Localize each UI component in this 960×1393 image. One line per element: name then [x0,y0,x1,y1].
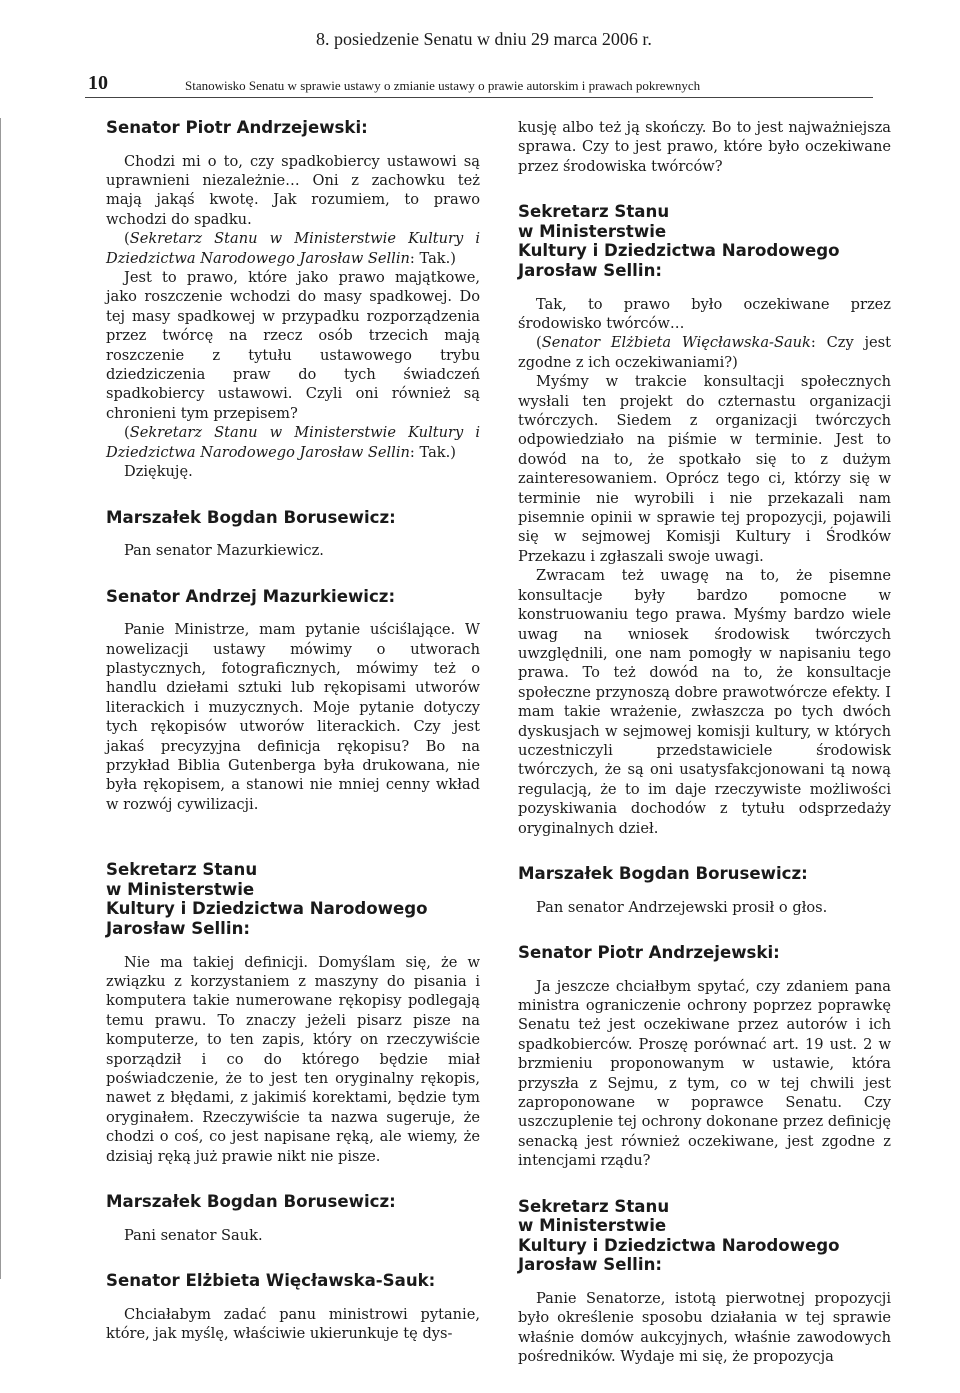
header-rule [85,97,873,98]
session-title: 8. posiedzenie Senatu w dniu 29 marca 2006 r. [316,29,652,49]
speech-paragraph: Tak, to prawo było oczekiwane przez środowisko twórców… [518,295,891,332]
speech-paragraph: Zwracam też uwagę na to, że pisemne konsultacje były bardzo pomocne w konstruowaniu tego prawa. Myśmy bardzo wiele uwag na wniosek środowisk twórczych uwzględnili, one nam pomogły w napisaniu tego prawa. To też dowód na to, że konsultacje społeczne przynoszą dobre prawotwórcze efekty. I mam takie wrażenie, zwłaszcza po tych dwóch dyskusjach w sejmowej komisji kultury, w których uczestniczyli przedstawiciele środowisk twórczych, że są oni usatysfakcjonowani tą nową regulacją, że to im daje rzeczywiste możliwości pozyskiwania dochodów z tytułu odsprzedaży oryginalnych dzieł. [518,567,891,837]
speech-paragraph: Chodzi mi o to, czy spadkobiercy ustawowi są uprawnieni niezależnie… Oni z zachowku też mają jakąś kwotę. Jak rozumiem, to prawo wchodzi do spadku. [106,152,480,228]
page-edge-line [0,118,1,1279]
speech-block [106,118,480,482]
speaker-name: Marszałek Bogdan Borusewicz: [106,1192,396,1211]
page-number: 10 [88,72,108,94]
speaker-name: Senator Elżbieta Więcławska-Sauk: [106,1271,436,1290]
speech-continuation [518,118,891,176]
speech-block [106,1271,480,1343]
speaker-name: Senator Piotr Andrzejewski: [518,942,780,962]
speech-block [518,943,891,1171]
speech-block [518,1197,891,1367]
interjection: (Sekretarz Stanu w Ministerstwie Kultury i Dziedzictwa Narodowego Jarosław Sellin: Tak.) [106,424,480,461]
speech-paragraph: Pani senator Sauk. [124,1226,263,1244]
speech-block [106,508,480,561]
speaker-name: Sekretarz Stanu w Ministerstwie Kultury i Dziedzictwa Narodowego Jarosław Sellin: [518,202,840,280]
speech-paragraph: Panie Senatorze, istotą pierwotnej propozycji było określenie sposobu działania w tej sprawie właśnie domów aukcyjnych, właśnie zawodowych pośredników. Wydaje mi się, że propozycja [518,1290,891,1366]
left-column [88,118,480,1369]
speech-paragraph: kusję albo też ją skończy. Bo to jest najważniejsza sprawa. Czy to jest prawo, które było oczekiwane przez środowiska twórców? [518,119,891,175]
speech-paragraph: Pan senator Mazurkiewicz. [124,542,324,560]
speech-paragraph: Ja jeszcze chciałbym spytać, czy zdaniem pana ministra ograniczenie ochrony poprzez poprawkę Senatu też jest oczekiwane przez autorów i ich spadkobierców. Proszę porównać art. 19 ust. 2 w brzmieniu proponowanym w ustawie, która przyszła z Sejmu, z tym, co w tej chwili jest zaproponowane w poprawce Senatu. Czy uszczuplenie tej ochrony dokonane przez definicję senacką jest również oczekiwane, jest zgodne z intencjami rządu? [518,977,891,1170]
speech-paragraph: Chciałabym zadać panu ministrowi pytanie, które, jak myślę, właściwie ukierunkuje tę dys- [106,1305,480,1342]
speech-paragraph: Jest to prawo, które jako prawo majątkowe, jako roszczenie wchodzi do masy spadkowej. Do tej masy spadkowej w przypadku rozporządzenia przez twórcę na rzecz osób trzecich mają roszczenie z tytułu ustawowego trybu dziedziczenia praw do tych świadczeń spadkobiercy ustawowi. Czyli oni również są chronieni tym przepisem? [106,269,480,422]
speech-block [106,1192,480,1245]
session-subtitle: Stanowisko Senatu w sprawie ustawy o zmianie ustawy o prawie autorskim i prawach pokrewnych [185,78,701,93]
speaker-name: Marszałek Bogdan Borusewicz: [518,863,808,883]
right-column [500,118,891,1393]
speaker-name: Marszałek Bogdan Borusewicz: [106,507,396,527]
speaker-name: Senator Andrzej Mazurkiewicz: [106,586,396,606]
speaker-name: Senator Piotr Andrzejewski: [106,118,368,137]
interjection: (Sekretarz Stanu w Ministerstwie Kultury i Dziedzictwa Narodowego Jarosław Sellin: Tak.) [106,230,480,267]
speaker-name: Sekretarz Stanu w Ministerstwie Kultury i Dziedzictwa Narodowego Jarosław Sellin: [518,1196,840,1275]
speech-block [106,587,480,815]
interjection: (Senator Elżbieta Więcławska-Sauk: Czy jest zgodne z ich oczekiwaniami?) [518,334,891,371]
speech-paragraph: Panie Ministrze, mam pytanie uściślające. W nowelizacji ustawy mówimy o utworach plastycznych, fotograficznych, mówimy też o handlu dziełami sztuki lub rękopisami utworów literackich i muzycznych. Moje pytanie dotyczy tych rękopisów utworów literackich. Czy jest jakaś precyzyjna definicja rękopisu? Bo na przykład Biblia Gutenberga była drukowana, nie była rękopisem, a stanowi nie mniej cenny wkład w rozwój cywilizacji. [106,621,480,813]
speech-paragraph: Dziękuję. [124,463,193,481]
speech-block [106,860,480,1166]
speaker-name: Sekretarz Stanu w Ministerstwie Kultury i Dziedzictwa Narodowego Jarosław Sellin: [106,860,428,938]
speech-paragraph: Pan senator Andrzejewski prosił o głos. [536,898,828,916]
speech-block [518,864,891,917]
speech-paragraph: Nie ma takiej definicji. Domyślam się, że w związku z korzystaniem z maszyny do pisania i komputera takie numerowane rękopisy podlegają temu prawu. To znaczy jeżeli pisarz pisze na komputerze, to ten zapis, który on rzeczywiście sporządził i co do którego będzie miał poświadczenie, że to jest ten oryginalny rękopis, nawet z błędami, z jakimiś korektami, będzie tym oryginałem. Rzeczywiście ta nazwa sugeruje, że chodzi o coś, co jest napisane ręką, ale wiemy, że dzisiaj ręką już prawie nikt nie pisze. [106,953,480,1165]
speech-paragraph: Myśmy w trakcie konsultacji społecznych wysłali ten projekt do czternastu organizacji twórczych. Siedem z organizacji twórczych odpowiedziało na piśmie w terminie. Jest to dowód na to, że spotkało się to z dużym zainteresowaniem. Oprócz tego ci, którzy się w terminie nie wyrobili i nie przekazali nam pisemnie opinii w sprawie tej propozycji, pojawili się w sejmowej Komisji Kultury i Środków Przekazu i zgłaszali swoje uwagi. [518,373,891,565]
speech-block [518,202,891,838]
